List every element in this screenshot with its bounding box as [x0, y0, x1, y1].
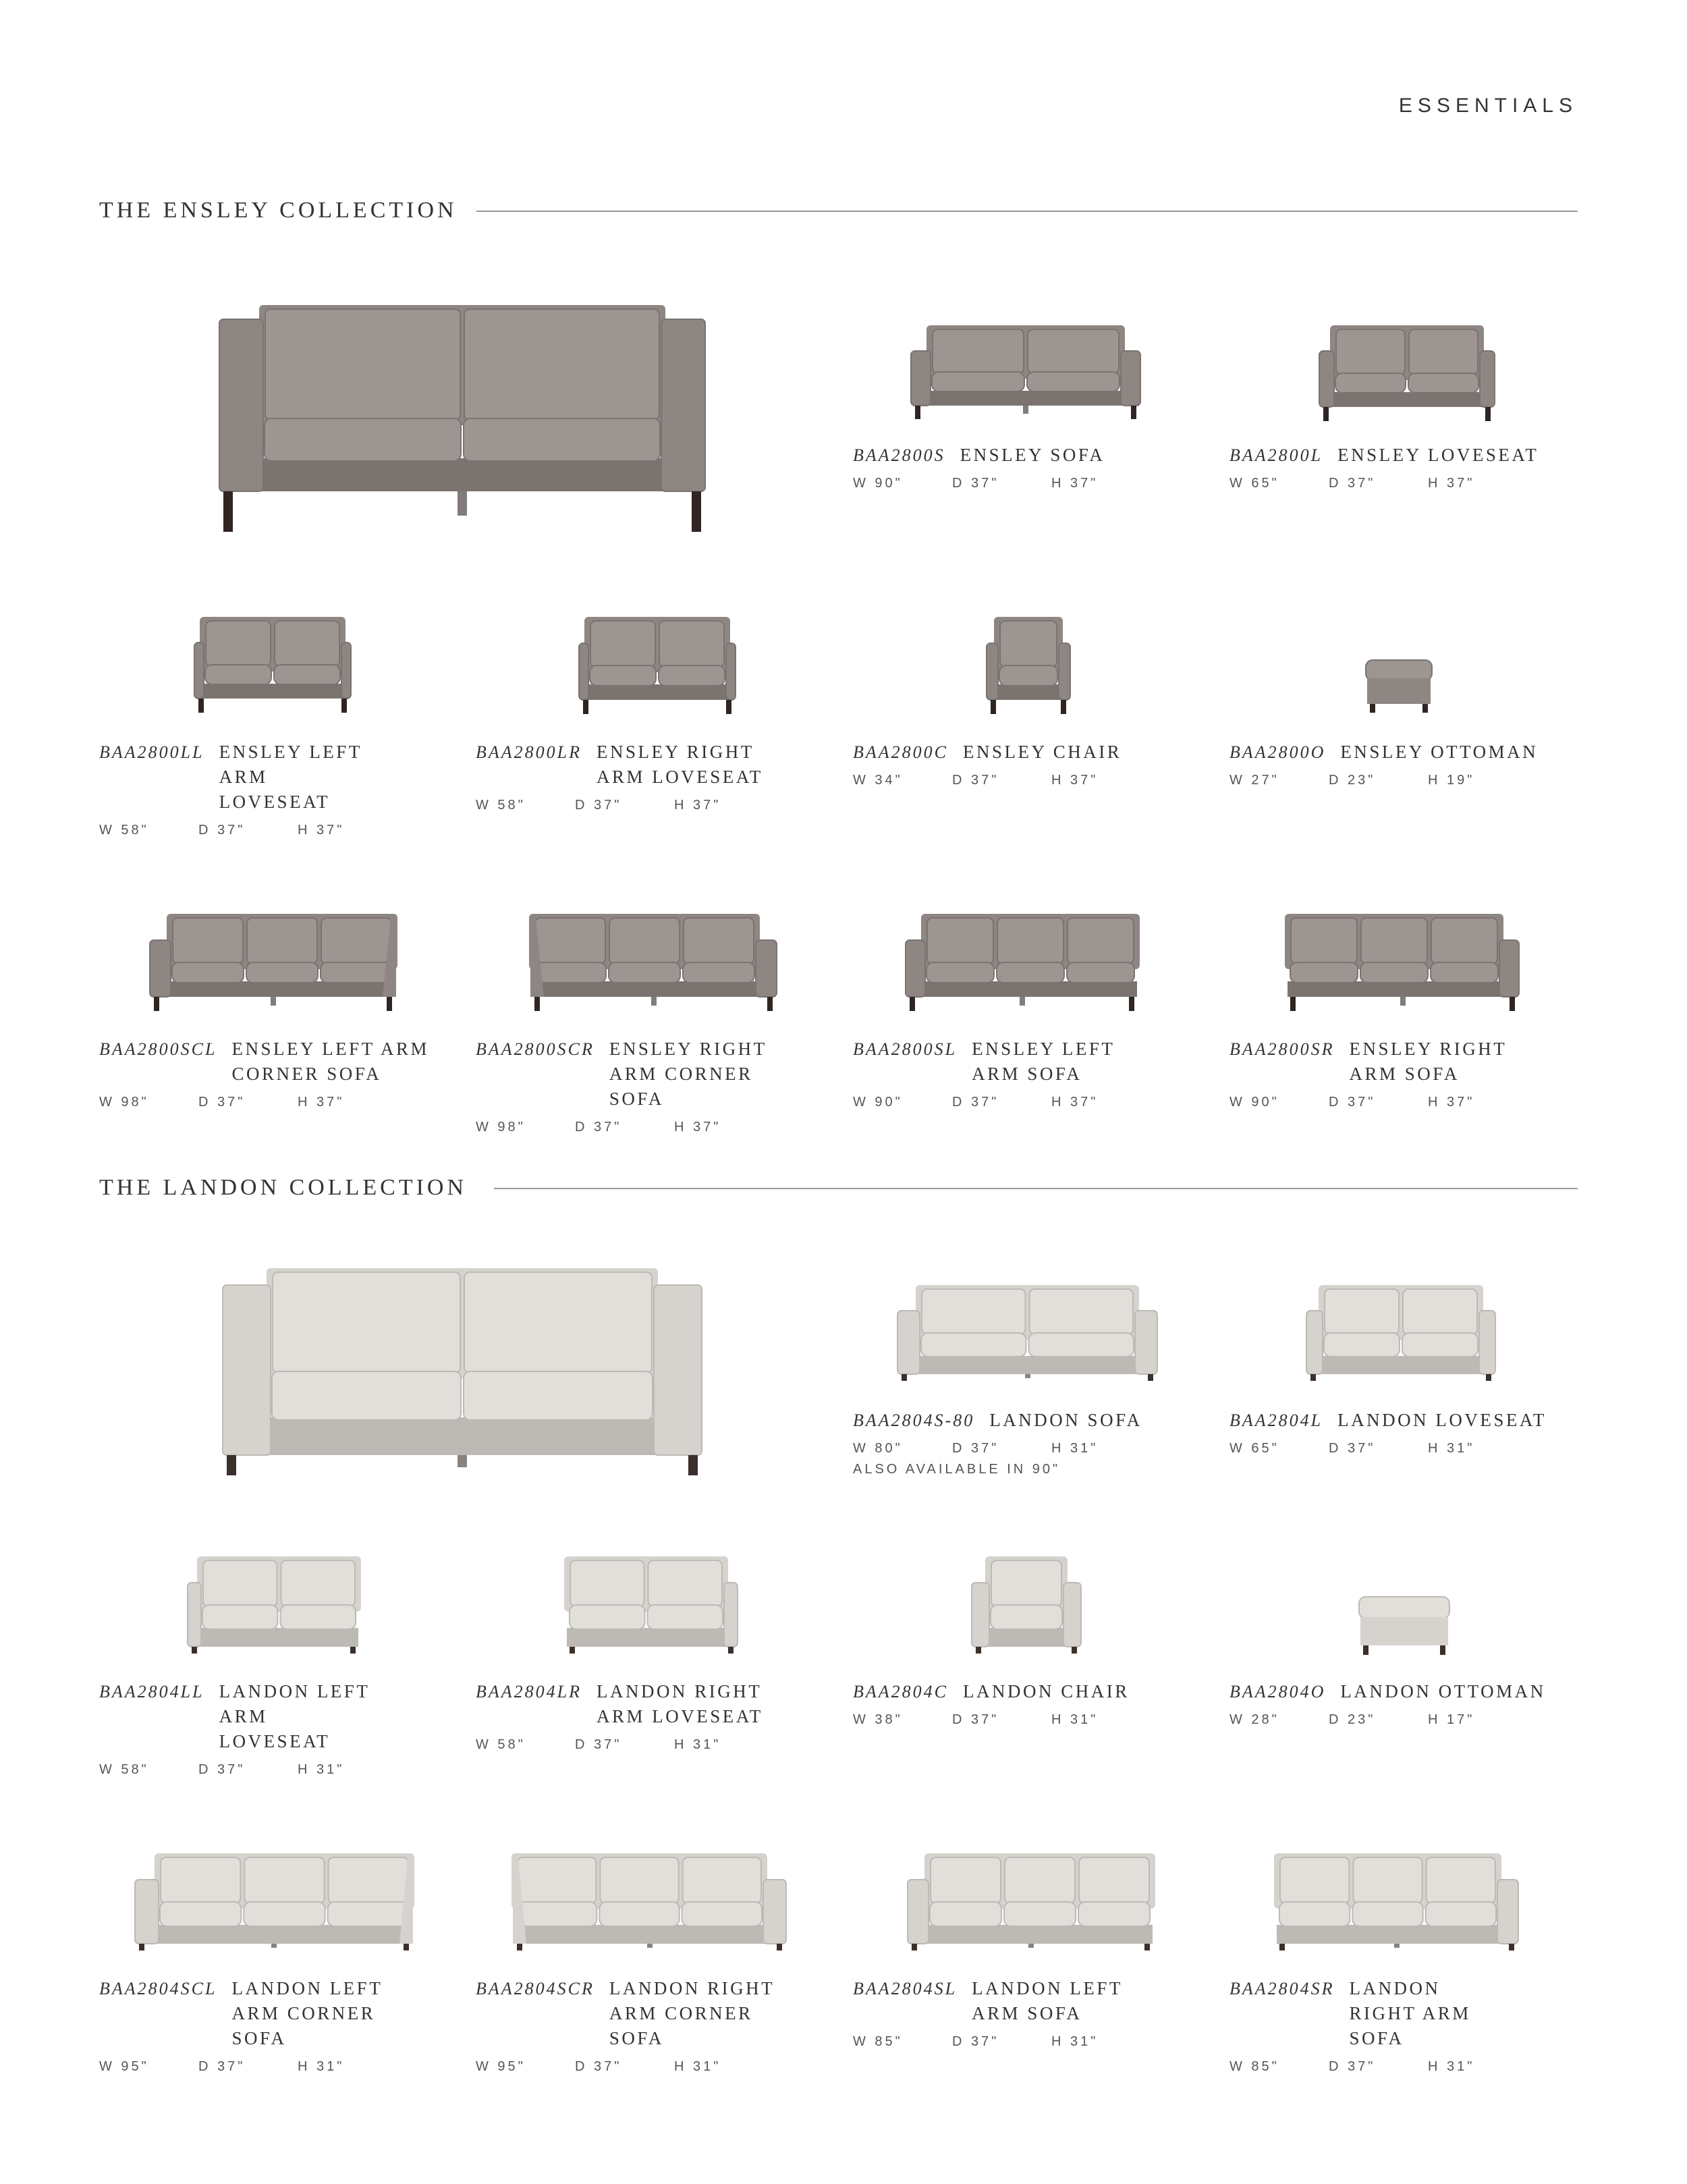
- product-code: BAA2800O: [1229, 742, 1326, 762]
- product-name: ENSLEY RIGHT ARM CORNER SOFA: [609, 1039, 767, 1109]
- product-height: H 31": [1051, 1712, 1099, 1727]
- product-width: W 98": [476, 1120, 526, 1135]
- product-code: BAA2804SCR: [476, 1979, 594, 1998]
- product-height: H 37": [674, 798, 721, 813]
- landon-collection-title: THE LANDON COLLECTION: [99, 1175, 468, 1200]
- product-height: H 31": [1051, 2034, 1099, 2049]
- product-name: ENSLEY LEFT ARM CORNER SOFA: [231, 1039, 429, 1084]
- product-depth: D 37": [952, 476, 999, 491]
- product-width: W 27": [1229, 773, 1279, 788]
- product-width: W 65": [1229, 1441, 1279, 1456]
- ensley-chair-image: [987, 613, 1070, 714]
- product-landon-ottoman: [1229, 1679, 1594, 1728]
- product-name: ENSLEY LOVESEAT: [1337, 445, 1539, 465]
- product-width: W 38": [853, 1712, 903, 1727]
- product-depth: D 37": [952, 2034, 999, 2049]
- product-width: W 34": [853, 773, 903, 788]
- ensley-right-arm-corner-sofa-image: [530, 910, 777, 1011]
- product-width: W 58": [99, 1762, 149, 1777]
- ensley-right-arm-sofa-image: [1286, 910, 1519, 1011]
- product-ensley-loveseat: [1229, 443, 1594, 491]
- product-availability-note: ALSO AVAILABLE IN 90": [853, 1462, 1061, 1477]
- product-code: BAA2804SL: [853, 1979, 958, 1998]
- ensley-left-arm-loveseat-image: [194, 613, 351, 713]
- product-code: BAA2800LL: [99, 742, 204, 762]
- ensley-loveseat-image: [1319, 321, 1495, 421]
- product-height: H 37": [298, 1095, 345, 1110]
- product-code: BAA2804SR: [1229, 1979, 1335, 1998]
- product-name: LANDON LEFT ARM SOFA: [972, 1978, 1123, 2023]
- product-landon-right-arm-sofa: [1229, 1976, 1594, 2075]
- ensley-collection-title: THE ENSLEY COLLECTION: [99, 198, 458, 223]
- product-width: W 65": [1229, 476, 1279, 491]
- product-height: H 31": [1428, 1441, 1475, 1456]
- product-width: W 90": [853, 476, 903, 491]
- ensley-sofa-image: [911, 321, 1140, 419]
- product-depth: D 37": [198, 823, 246, 838]
- product-width: W 98": [99, 1095, 149, 1110]
- product-width: W 90": [1229, 1095, 1279, 1110]
- product-code: BAA2800SCL: [99, 1039, 217, 1059]
- product-height: H 37": [298, 823, 345, 838]
- ensley-left-arm-sofa-image: [906, 910, 1138, 1011]
- product-ensley-right-arm-corner-sofa: [476, 1037, 840, 1135]
- product-depth: D 37": [575, 2059, 622, 2074]
- product-depth: D 23": [1329, 1712, 1376, 1727]
- product-height: H 37": [1051, 1095, 1099, 1110]
- landon-section-rule: [494, 1188, 1578, 1189]
- landon-left-arm-loveseat-image: [188, 1552, 360, 1654]
- landon-right-arm-corner-sofa-image: [513, 1849, 786, 1950]
- page-header-tag: ESSENTIALS: [1398, 94, 1578, 117]
- product-width: W 95": [476, 2059, 526, 2074]
- landon-sofa-image: [897, 1281, 1157, 1381]
- product-code: BAA2800SL: [853, 1039, 958, 1059]
- product-landon-loveseat: [1229, 1408, 1594, 1456]
- product-name: LANDON OTTOMAN: [1340, 1681, 1546, 1701]
- product-name: ENSLEY CHAIR: [963, 742, 1122, 762]
- product-code: BAA2800LR: [476, 742, 582, 762]
- product-code: BAA2804SCL: [99, 1979, 217, 1998]
- product-depth: D 37": [952, 773, 999, 788]
- product-width: W 28": [1229, 1712, 1279, 1727]
- product-width: W 90": [853, 1095, 903, 1110]
- product-ensley-left-arm-corner-sofa: [99, 1037, 464, 1110]
- product-name: LANDON LOVESEAT: [1337, 1410, 1547, 1430]
- product-height: H 37": [1051, 773, 1099, 788]
- product-height: H 31": [674, 2059, 721, 2074]
- product-ensley-right-arm-sofa: [1229, 1037, 1594, 1110]
- landon-ottoman-image: [1358, 1594, 1451, 1655]
- product-depth: D 37": [952, 1095, 999, 1110]
- landon-left-arm-corner-sofa-image: [135, 1849, 413, 1950]
- product-width: W 85": [853, 2034, 903, 2049]
- product-landon-sofa: [853, 1408, 1217, 1477]
- product-height: H 31": [298, 2059, 345, 2074]
- product-height: H 31": [674, 1737, 721, 1752]
- product-landon-left-arm-sofa: [853, 1976, 1217, 2050]
- product-landon-chair: [853, 1679, 1217, 1728]
- product-depth: D 37": [575, 798, 622, 813]
- product-depth: D 37": [198, 2059, 246, 2074]
- product-height: H 31": [1428, 2059, 1475, 2074]
- product-name: ENSLEY LEFT ARM SOFA: [972, 1039, 1115, 1084]
- product-name: LANDON RIGHT ARM LOVESEAT: [597, 1681, 763, 1726]
- product-depth: D 37": [1329, 1095, 1376, 1110]
- product-width: W 95": [99, 2059, 149, 2074]
- product-depth: D 37": [952, 1441, 999, 1456]
- product-landon-right-arm-corner-sofa: [476, 1976, 840, 2075]
- product-name: ENSLEY OTTOMAN: [1340, 742, 1539, 762]
- product-width: W 58": [99, 823, 149, 838]
- product-code: BAA2804C: [853, 1682, 948, 1701]
- landon-chair-image: [972, 1552, 1081, 1654]
- product-code: BAA2804LR: [476, 1682, 582, 1701]
- product-code: BAA2800SCR: [476, 1039, 594, 1059]
- landon-right-arm-loveseat-image: [565, 1552, 738, 1654]
- landon-loveseat-image: [1306, 1281, 1495, 1381]
- product-code: BAA2804O: [1229, 1682, 1326, 1701]
- product-depth: D 37": [1329, 476, 1376, 491]
- ensley-right-arm-loveseat-image: [579, 613, 736, 714]
- product-ensley-chair: [853, 740, 1217, 788]
- ensley-ottoman-image: [1364, 657, 1433, 713]
- product-height: H 37": [674, 1120, 721, 1135]
- product-landon-left-arm-corner-sofa: [99, 1976, 464, 2075]
- product-width: W 80": [853, 1441, 903, 1456]
- product-name: LANDON RIGHT ARM SOFA: [1349, 1978, 1471, 2048]
- product-name: ENSLEY RIGHT ARM LOVESEAT: [597, 742, 763, 787]
- product-code: BAA2800C: [853, 742, 948, 762]
- product-depth: D 37": [952, 1712, 999, 1727]
- product-code: BAA2804LL: [99, 1682, 204, 1701]
- product-depth: D 37": [198, 1095, 246, 1110]
- landon-left-arm-sofa-image: [908, 1849, 1154, 1950]
- product-height: H 37": [1428, 476, 1475, 491]
- product-landon-right-arm-loveseat: [476, 1679, 840, 1753]
- product-ensley-ottoman: [1229, 740, 1594, 788]
- product-ensley-sofa: [853, 443, 1217, 491]
- product-name: LANDON RIGHT ARM CORNER SOFA: [609, 1978, 775, 2048]
- product-ensley-right-arm-loveseat: [476, 740, 840, 813]
- product-depth: D 37": [575, 1737, 622, 1752]
- product-height: H 37": [1428, 1095, 1475, 1110]
- product-code: BAA2804L: [1229, 1411, 1323, 1430]
- product-code: BAA2800S: [853, 445, 945, 465]
- product-height: H 31": [1051, 1441, 1099, 1456]
- ensley-section-rule: [476, 211, 1578, 212]
- product-name: LANDON LEFT ARM LOVESEAT: [219, 1681, 370, 1751]
- product-code: BAA2804S-80: [853, 1411, 975, 1430]
- product-landon-left-arm-loveseat: [99, 1679, 464, 1778]
- product-height: H 19": [1428, 773, 1475, 788]
- product-depth: D 37": [198, 1762, 246, 1777]
- product-height: H 31": [298, 1762, 345, 1777]
- product-width: W 58": [476, 1737, 526, 1752]
- product-height: H 37": [1051, 476, 1099, 491]
- product-depth: D 37": [1329, 1441, 1376, 1456]
- product-depth: D 37": [1329, 2059, 1376, 2074]
- product-depth: D 23": [1329, 773, 1376, 788]
- landon-right-arm-sofa-image: [1275, 1849, 1518, 1950]
- product-code: BAA2800SR: [1229, 1039, 1335, 1059]
- product-depth: D 37": [575, 1120, 622, 1135]
- product-name: ENSLEY RIGHT ARM SOFA: [1349, 1039, 1507, 1084]
- ensley-sofa-hero-image: [219, 296, 705, 532]
- product-name: LANDON SOFA: [989, 1410, 1142, 1430]
- ensley-left-arm-corner-sofa-image: [150, 910, 396, 1011]
- product-name: ENSLEY LEFT ARM LOVESEAT: [219, 742, 362, 812]
- product-name: LANDON LEFT ARM CORNER SOFA: [231, 1978, 383, 2048]
- product-name: LANDON CHAIR: [963, 1681, 1130, 1701]
- product-width: W 58": [476, 798, 526, 813]
- product-ensley-left-arm-loveseat: [99, 740, 464, 838]
- product-name: ENSLEY SOFA: [960, 445, 1105, 465]
- product-code: BAA2800L: [1229, 445, 1323, 465]
- product-height: H 17": [1428, 1712, 1475, 1727]
- product-width: W 85": [1229, 2059, 1279, 2074]
- product-ensley-left-arm-sofa: [853, 1037, 1217, 1110]
- landon-sofa-hero-image: [223, 1259, 702, 1475]
